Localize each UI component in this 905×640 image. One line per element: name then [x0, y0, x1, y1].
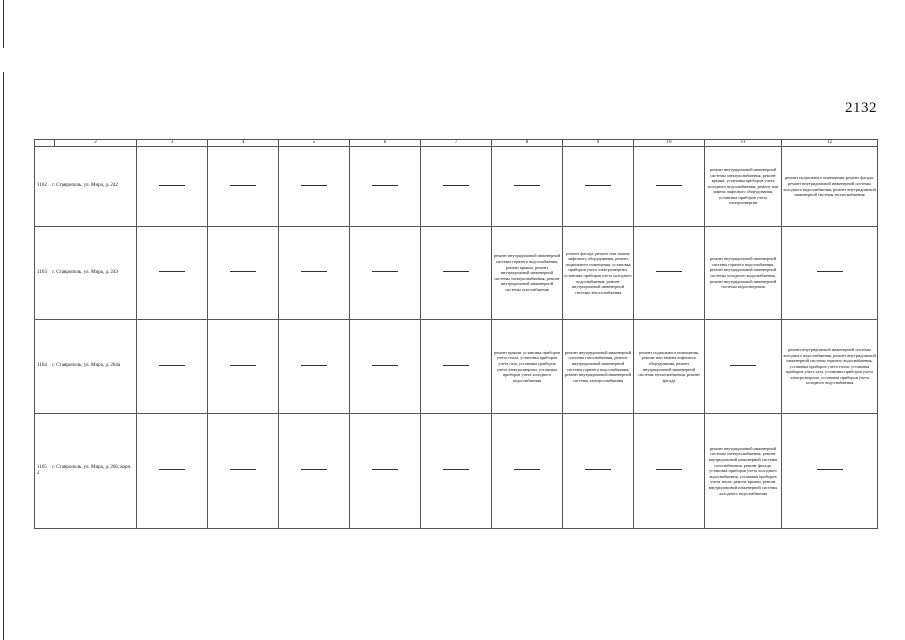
- empty-cell: [563, 147, 634, 227]
- column-header: 5: [279, 140, 350, 147]
- dash-mark: [817, 271, 843, 272]
- dash-mark: [372, 469, 398, 470]
- row-number: 1164: [37, 363, 47, 369]
- empty-cell: [492, 147, 563, 227]
- dash-mark: [656, 185, 682, 186]
- work-list-cell: ремонт фасада, ремонт или замена лифтового оборудования, ремонт подвального помещения, установка приборов учета электроэнергии, установка приборов учета холодного водоснабжения, ремонт внутридомовой инженерной системы теплоснабжения: [563, 227, 634, 320]
- dash-mark: [372, 365, 398, 366]
- empty-cell: [782, 227, 878, 320]
- dash-mark: [230, 365, 256, 366]
- empty-cell: [137, 414, 208, 529]
- column-header: 9: [563, 140, 634, 147]
- work-list-cell: ремонт подвального помещения, ремонт или замена лифтового оборудования, ремонт внутридомовой инженерной системы теплоснабжения, ремонт фасада: [634, 320, 705, 414]
- empty-cell: [421, 147, 492, 227]
- dash-mark: [443, 185, 469, 186]
- empty-cell: [208, 227, 279, 320]
- empty-cell: [208, 147, 279, 227]
- empty-cell: [492, 414, 563, 529]
- dash-mark: [159, 271, 185, 272]
- empty-cell: [279, 414, 350, 529]
- table-row: [35, 227, 878, 320]
- dash-mark: [443, 365, 469, 366]
- dash-mark: [159, 469, 185, 470]
- dash-mark: [656, 271, 682, 272]
- dash-mark: [514, 469, 540, 470]
- work-list-cell: ремонт внутридомовой инженерной системы газоснабжения, ремонт внутридомовой инженерной системы горячего водоснабжения, ремонт внутридомовой инженерной системы электроснабжения: [563, 320, 634, 414]
- empty-cell: [350, 227, 421, 320]
- dash-mark: [443, 271, 469, 272]
- empty-cell: [705, 320, 782, 414]
- empty-cell: [279, 227, 350, 320]
- dash-mark: [230, 271, 256, 272]
- work-list-cell: ремонт внутридомовой инженерной системы электроснабжения, ремонт крыши, установка приборов учета холодного водоснабжения, ремонт или замена лифтового оборудования, установка приборов учета электроэнергии: [705, 147, 782, 227]
- dash-mark: [159, 365, 185, 366]
- empty-cell: [634, 147, 705, 227]
- column-header: 10: [634, 140, 705, 147]
- dash-mark: [817, 469, 843, 470]
- empty-cell: [350, 320, 421, 414]
- dash-mark: [230, 469, 256, 470]
- address-cell: [35, 320, 137, 414]
- registry-table-body: [35, 140, 878, 529]
- empty-cell: [421, 227, 492, 320]
- column-header: 11: [705, 140, 782, 147]
- column-header: 4: [208, 140, 279, 147]
- address-cell: [35, 147, 137, 227]
- empty-cell: [350, 414, 421, 529]
- dash-mark: [230, 185, 256, 186]
- empty-cell: [634, 227, 705, 320]
- empty-cell: [634, 414, 705, 529]
- dash-mark: [656, 469, 682, 470]
- table-row: [35, 414, 878, 529]
- column-header: 8: [492, 140, 563, 147]
- table-row: [35, 147, 878, 227]
- work-list-cell: ремонт внутридомовой инженерной системы горячего водоснабжения, ремонт внутридомовой инженерной системы холодного водоснабжения, ремонт внутридомовой инженерной системы водоотведения: [705, 227, 782, 320]
- empty-cell: [279, 320, 350, 414]
- empty-cell: [421, 414, 492, 529]
- margin-line-top: [3, 0, 4, 48]
- column-header: 2: [55, 140, 137, 147]
- column-header-row: [35, 140, 878, 147]
- row-number: 1162: [37, 183, 47, 189]
- dash-mark: [443, 469, 469, 470]
- column-header: 7: [421, 140, 492, 147]
- dash-mark: [301, 271, 327, 272]
- work-list-cell: ремонт внутридомовой инженерной системы электроснабжения, ремонт внутридомовой инженерной системы газоснабжения, ремонт фасада, установка приборов учета холодного водоснабжения, установка приборов учета тепла, ремонт крыши, ремонт внутридомовой инженерной системы холодного водоснабжения: [705, 414, 782, 529]
- column-header: 6: [350, 140, 421, 147]
- empty-cell: [137, 227, 208, 320]
- column-header: 3: [137, 140, 208, 147]
- empty-cell: [208, 320, 279, 414]
- dash-mark: [301, 185, 327, 186]
- empty-cell: [137, 147, 208, 227]
- work-list-cell: ремонт внутридомовой инженерной системы холодного водоснабжения, ремонт внутридомовой инженерной системы горячего водоснабжения, установка приборов учета тепла, установка приборов учета газа, установка приборов учета электроэнергии, установка приборов учета холодного водоснабжения: [782, 320, 878, 414]
- address-text: г. Ставрополь, ул. Мира, д. 264а: [52, 363, 121, 369]
- dash-mark: [730, 365, 756, 366]
- table-row: [35, 320, 878, 414]
- registry-table: [34, 139, 878, 529]
- dash-mark: [585, 185, 611, 186]
- empty-cell: [563, 414, 634, 529]
- work-list-cell: ремонт внутридомовой инженерной системы горячего водоснабжения, ремонт крыши, ремонт внутридомовой инженерной системы электроснабжения, ремонт внутридомовой инженерной системы газоснабжения: [492, 227, 563, 320]
- work-list-cell: ремонт подвального помещения, ремонт фасада, ремонт внутридомовой инженерной системы холодного водоснабжения, ремонт внутридомовой инженерной системы теплоснабжения: [782, 147, 878, 227]
- dash-mark: [372, 271, 398, 272]
- dash-mark: [301, 365, 327, 366]
- address-text: г. Ставрополь, ул. Мира, д. 266, корп. 2: [37, 464, 132, 476]
- dash-mark: [585, 469, 611, 470]
- empty-cell: [279, 147, 350, 227]
- empty-cell: [421, 320, 492, 414]
- margin-line-bottom: [3, 72, 4, 640]
- row-number: 1165: [37, 464, 47, 470]
- empty-cell: [782, 414, 878, 529]
- row-number: 1163: [37, 269, 47, 275]
- dash-mark: [301, 469, 327, 470]
- address-text: г. Ставрополь, ул. Мира, д. 242: [52, 183, 118, 189]
- column-header: 12: [782, 140, 878, 147]
- empty-cell: [350, 147, 421, 227]
- address-cell: [35, 227, 137, 320]
- work-list-cell: ремонт крыши, установка приборов учета тепла, установка приборов учета газа, установка приборов учета электроэнергии, установка приборов учета холодного водоснабжения: [492, 320, 563, 414]
- page-number: 2132: [845, 100, 877, 116]
- dash-mark: [514, 185, 540, 186]
- empty-cell: [137, 320, 208, 414]
- dash-mark: [372, 185, 398, 186]
- address-text: г. Ставрополь, ул. Мира, д. 243: [52, 269, 118, 275]
- empty-cell: [208, 414, 279, 529]
- address-cell: [35, 414, 137, 529]
- dash-mark: [159, 185, 185, 186]
- column-header: [35, 140, 55, 147]
